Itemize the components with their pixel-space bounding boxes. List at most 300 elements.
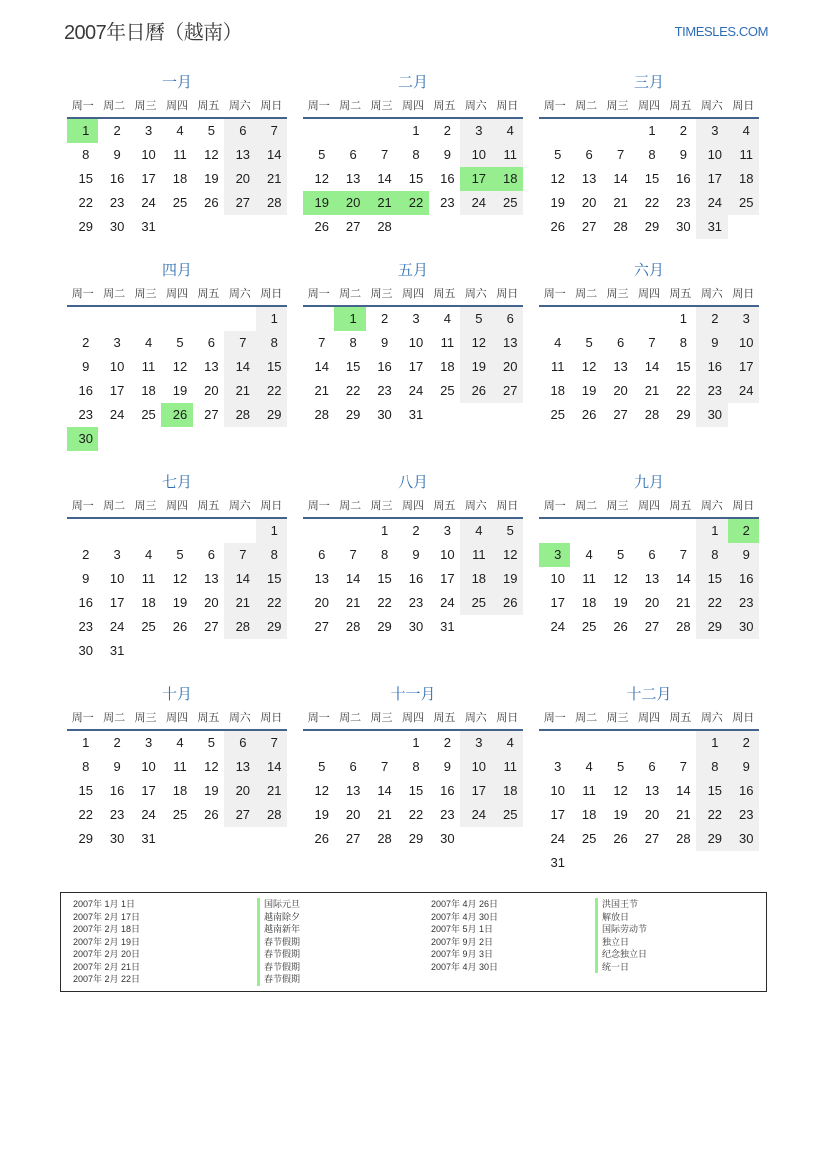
weekend-day-cell: 10: [460, 143, 491, 167]
day-cell: 21: [314, 383, 329, 398]
holiday-name: 春节假期: [257, 961, 300, 974]
weekday-label: 周四: [401, 712, 424, 724]
empty-day-cell: [570, 851, 601, 875]
day-cell: 14: [345, 571, 361, 586]
weekend-day-cell: 16: [696, 355, 727, 379]
weekday-label: 周日: [260, 100, 283, 112]
day-cell: 25: [172, 195, 188, 210]
empty-day-cell: [303, 519, 334, 543]
day-cell: 14: [676, 783, 691, 798]
day-cell: 5: [207, 735, 216, 750]
day-cell: 2: [380, 311, 389, 326]
weekend-day-cell: 24: [460, 191, 491, 215]
weekday-label: 周日: [496, 712, 519, 724]
day-cell: 11: [440, 335, 455, 350]
empty-day-cell: [256, 215, 287, 239]
weekend-day-cell: 9: [728, 755, 759, 779]
weekend-day-cell: 25: [728, 191, 759, 215]
holiday-name: 统一日: [595, 961, 647, 974]
holiday-name: 独立日: [595, 936, 647, 949]
month-block: [303, 71, 523, 239]
empty-day-cell: [334, 731, 365, 755]
weekend-day-cell: 28: [224, 403, 255, 427]
weekday-label: 周日: [260, 288, 283, 300]
empty-day-cell: [98, 519, 129, 543]
holiday-name: 春节假期: [257, 973, 300, 986]
weekend-day-cell: 22: [256, 591, 287, 615]
holiday-date: 2007年 2月 20日: [73, 949, 141, 959]
month-title: 三月: [633, 74, 664, 91]
day-cell: 15: [377, 571, 392, 586]
weekend-day-cell: 5: [460, 307, 491, 331]
day-cell: 22: [408, 807, 424, 822]
day-cell: 9: [82, 359, 90, 374]
month-title: 十二月: [626, 686, 672, 703]
day-cell: 19: [204, 171, 219, 186]
day-cell: 15: [78, 171, 93, 186]
week-row: [303, 215, 523, 239]
holiday-date: 2007年 2月 18日: [73, 924, 141, 934]
month-block: [303, 259, 523, 427]
day-cell: 12: [314, 783, 329, 798]
week-row: [303, 191, 523, 215]
week-row: [303, 755, 523, 779]
weekday-label: 周五: [669, 500, 692, 512]
empty-day-cell: [633, 731, 664, 755]
weekday-label: 周五: [669, 100, 692, 112]
holiday-day-cell: 26: [161, 403, 192, 427]
day-cell: 14: [314, 359, 329, 374]
day-cell: 5: [554, 147, 562, 162]
weekend-day-cell: 19: [460, 355, 491, 379]
day-cell: 27: [314, 619, 329, 634]
holiday-day-cell: 20: [334, 191, 365, 215]
weekend-day-cell: 12: [492, 543, 523, 567]
weekend-day-cell: 4: [492, 119, 523, 143]
day-cell: 30: [78, 643, 93, 658]
weekday-label: 周一: [71, 100, 94, 112]
day-cell: 18: [581, 595, 597, 610]
day-cell: 11: [141, 359, 156, 374]
week-row: [303, 779, 523, 803]
day-cell: 1: [82, 735, 90, 750]
weekday-label: 周二: [339, 100, 362, 112]
empty-day-cell: [161, 827, 192, 851]
weekday-label: 周二: [575, 712, 598, 724]
weekend-day-cell: 21: [224, 591, 255, 615]
day-cell: 18: [141, 383, 156, 398]
weekend-day-cell: 6: [224, 731, 255, 755]
weekend-day-cell: 8: [696, 543, 727, 567]
day-cell: 1: [412, 735, 420, 750]
day-cell: 25: [550, 407, 565, 422]
day-cell: 6: [318, 547, 326, 562]
day-cell: 26: [314, 831, 329, 846]
day-cell: 28: [377, 831, 392, 846]
weekday-label: 周一: [543, 500, 566, 512]
empty-day-cell: [602, 731, 633, 755]
empty-day-cell: [539, 307, 570, 331]
day-cell: 13: [204, 359, 219, 374]
day-cell: 19: [204, 783, 219, 798]
day-cell: 27: [345, 831, 361, 846]
empty-day-cell: [193, 639, 224, 663]
weekend-day-cell: 17: [460, 779, 491, 803]
week-row: [67, 755, 287, 779]
weekend-day-cell: 23: [696, 379, 727, 403]
weekend-day-cell: 31: [696, 215, 727, 239]
week-row: [303, 119, 523, 143]
day-cell: 25: [581, 619, 597, 634]
day-cell: 11: [141, 571, 156, 586]
day-cell: 25: [581, 831, 597, 846]
day-cell: 17: [109, 383, 125, 398]
day-cell: 13: [613, 359, 628, 374]
week-row: [539, 331, 759, 355]
week-row: [303, 543, 523, 567]
day-cell: 12: [172, 571, 188, 586]
empty-day-cell: [539, 119, 570, 143]
day-cell: 2: [82, 547, 90, 562]
day-cell: 9: [380, 335, 389, 350]
weekend-day-cell: 21: [224, 379, 255, 403]
weekend-day-cell: 17: [696, 167, 727, 191]
weekend-day-cell: 3: [460, 119, 491, 143]
week-row: [539, 215, 759, 239]
weekday-label: 周一: [307, 712, 330, 724]
weekday-label: 周四: [637, 288, 660, 300]
weekend-day-cell: 12: [460, 331, 491, 355]
weekday-label: 周六: [464, 500, 487, 512]
month-block: [539, 471, 759, 639]
week-row: [539, 543, 759, 567]
week-row: [539, 519, 759, 543]
empty-day-cell: [130, 427, 161, 451]
day-cell: 30: [408, 619, 424, 634]
empty-day-cell: [130, 639, 161, 663]
weekend-day-cell: 28: [256, 191, 287, 215]
day-cell: 8: [679, 335, 688, 350]
weekday-label: 周一: [543, 288, 566, 300]
day-cell: 23: [377, 383, 392, 398]
day-cell: 16: [676, 171, 691, 186]
weekend-day-cell: 7: [224, 543, 255, 567]
holiday-name: 越南新年: [257, 923, 300, 936]
month-title: 十一月: [390, 686, 436, 703]
weekday-label: 周三: [370, 712, 393, 724]
day-cell: 5: [176, 547, 184, 562]
day-cell: 12: [613, 783, 628, 798]
weekend-day-cell: 24: [460, 803, 491, 827]
month-block: [67, 259, 287, 451]
day-cell: 15: [78, 783, 93, 798]
site-link[interactable]: TIMESLES.COM: [674, 24, 768, 39]
day-cell: 3: [443, 523, 452, 538]
weekday-header: [67, 495, 287, 519]
day-cell: 24: [141, 195, 156, 210]
weekend-day-cell: 4: [492, 731, 523, 755]
month-title: 六月: [633, 262, 664, 279]
day-cell: 30: [440, 831, 455, 846]
weekend-day-cell: 9: [728, 543, 759, 567]
day-cell: 29: [78, 831, 93, 846]
day-cell: 27: [581, 219, 597, 234]
month-title: 四月: [161, 262, 192, 279]
day-cell: 22: [377, 595, 392, 610]
day-cell: 16: [109, 783, 125, 798]
month-block: [67, 683, 287, 851]
day-cell: 14: [377, 783, 392, 798]
weekday-label: 周日: [732, 712, 755, 724]
day-cell: 2: [443, 735, 452, 750]
weekend-day-cell: 4: [460, 519, 491, 543]
empty-day-cell: [256, 427, 287, 451]
day-cell: 12: [314, 171, 329, 186]
day-cell: 11: [173, 147, 187, 162]
weekday-label: 周三: [370, 500, 393, 512]
week-row: [539, 827, 759, 851]
weekday-header: [539, 95, 759, 119]
empty-day-cell: [98, 307, 129, 331]
day-cell: 22: [345, 383, 361, 398]
weekend-day-cell: 28: [224, 615, 255, 639]
day-cell: 19: [550, 195, 565, 210]
day-cell: 8: [82, 759, 90, 774]
weekend-day-cell: 10: [696, 143, 727, 167]
empty-day-cell: [256, 827, 287, 851]
weekend-day-cell: 17: [728, 355, 759, 379]
month-title: 五月: [397, 262, 428, 279]
day-cell: 7: [679, 759, 688, 774]
weekday-header: [303, 707, 523, 731]
weekday-label: 周五: [433, 500, 456, 512]
day-cell: 23: [78, 407, 93, 422]
week-row: [303, 143, 523, 167]
day-cell: 21: [644, 383, 660, 398]
weekday-label: 周四: [165, 288, 188, 300]
day-cell: 12: [204, 147, 219, 162]
weekday-label: 周三: [370, 288, 393, 300]
day-cell: 21: [613, 195, 628, 210]
month-title: 七月: [161, 474, 192, 491]
holiday-date: 2007年 1月 1日: [73, 899, 136, 909]
day-cell: 19: [314, 807, 329, 822]
empty-day-cell: [366, 119, 397, 143]
weekday-label: 周四: [401, 288, 424, 300]
weekend-day-cell: 21: [256, 167, 287, 191]
empty-day-cell: [429, 403, 460, 427]
day-cell: 19: [172, 383, 188, 398]
months-grid: [67, 71, 759, 875]
empty-day-cell: [460, 403, 491, 427]
weekday-label: 周日: [732, 288, 755, 300]
empty-day-cell: [539, 731, 570, 755]
weekday-header: [67, 283, 287, 307]
weekend-day-cell: 11: [460, 543, 491, 567]
day-cell: 11: [550, 359, 565, 374]
day-cell: 10: [141, 147, 156, 162]
weekday-label: 周一: [543, 100, 566, 112]
weekend-day-cell: 11: [492, 755, 523, 779]
day-cell: 11: [582, 783, 596, 798]
weekend-day-cell: 4: [728, 119, 759, 143]
empty-day-cell: [633, 519, 664, 543]
weekend-day-cell: 16: [728, 779, 759, 803]
week-row: [539, 307, 759, 331]
weekday-label: 周一: [71, 500, 94, 512]
day-cell: 14: [613, 171, 628, 186]
day-cell: 1: [679, 311, 688, 326]
weekend-day-cell: 15: [696, 779, 727, 803]
weekday-label: 周一: [71, 712, 94, 724]
day-cell: 21: [676, 595, 691, 610]
day-cell: 26: [172, 619, 188, 634]
weekday-label: 周三: [134, 100, 157, 112]
holiday-name: 国际劳动节: [595, 923, 647, 936]
holiday-legend: [60, 892, 767, 992]
holiday-date: 2007年 4月 26日: [431, 899, 499, 909]
weekday-label: 周三: [606, 288, 629, 300]
day-cell: 20: [204, 595, 219, 610]
day-cell: 28: [676, 619, 691, 634]
day-cell: 15: [408, 171, 424, 186]
weekday-label: 周四: [165, 100, 188, 112]
empty-day-cell: [602, 519, 633, 543]
empty-day-cell: [193, 519, 224, 543]
weekday-label: 周五: [197, 712, 220, 724]
day-cell: 9: [412, 547, 420, 562]
day-cell: 17: [550, 807, 565, 822]
weekday-label: 周五: [433, 288, 456, 300]
day-cell: 29: [345, 407, 361, 422]
week-row: [303, 167, 523, 191]
weekend-day-cell: 18: [460, 567, 491, 591]
day-cell: 8: [82, 147, 90, 162]
day-cell: 29: [377, 619, 392, 634]
day-cell: 31: [550, 855, 565, 870]
day-cell: 27: [204, 407, 219, 422]
day-cell: 12: [581, 359, 597, 374]
day-cell: 28: [314, 407, 329, 422]
week-row: [67, 119, 287, 143]
holiday-date: 2007年 4月 30日: [431, 911, 499, 922]
day-cell: 20: [644, 807, 660, 822]
day-cell: 25: [440, 383, 455, 398]
empty-day-cell: [224, 427, 255, 451]
weekday-label: 周一: [307, 500, 330, 512]
empty-day-cell: [161, 215, 192, 239]
weekday-label: 周三: [606, 100, 629, 112]
weekend-day-cell: 22: [696, 591, 727, 615]
week-row: [303, 379, 523, 403]
weekday-label: 周二: [103, 288, 126, 300]
day-cell: 2: [412, 523, 420, 538]
day-cell: 22: [78, 195, 93, 210]
day-cell: 2: [113, 735, 121, 750]
week-row: [303, 403, 523, 427]
empty-day-cell: [130, 307, 161, 331]
weekday-header: [67, 707, 287, 731]
holiday-name: 春节假期: [257, 948, 300, 961]
weekend-day-cell: 22: [256, 379, 287, 403]
holiday-date: 2007年 2月 17日: [73, 911, 141, 922]
day-cell: 6: [648, 547, 656, 562]
weekend-day-cell: 11: [728, 143, 759, 167]
empty-day-cell: [728, 403, 759, 427]
day-cell: 22: [78, 807, 93, 822]
day-cell: 17: [440, 571, 455, 586]
day-cell: 20: [644, 595, 660, 610]
weekend-day-cell: 27: [492, 379, 523, 403]
day-cell: 30: [109, 219, 125, 234]
weekday-label: 周六: [228, 500, 251, 512]
day-cell: 16: [109, 171, 125, 186]
day-cell: 9: [82, 571, 90, 586]
weekend-day-cell: 9: [696, 331, 727, 355]
day-cell: 21: [345, 595, 361, 610]
weekend-day-cell: 30: [728, 827, 759, 851]
week-row: [303, 567, 523, 591]
day-cell: 15: [676, 359, 691, 374]
weekend-day-cell: 1: [696, 519, 727, 543]
empty-day-cell: [161, 307, 192, 331]
day-cell: 4: [585, 759, 593, 774]
week-row: [67, 331, 287, 355]
day-cell: 30: [676, 219, 691, 234]
weekend-day-cell: 22: [696, 803, 727, 827]
weekend-day-cell: 15: [696, 567, 727, 591]
weekday-label: 周三: [606, 712, 629, 724]
day-cell: 5: [176, 335, 184, 350]
day-cell: 8: [380, 547, 389, 562]
week-row: [303, 591, 523, 615]
empty-day-cell: [303, 307, 334, 331]
day-cell: 31: [141, 831, 156, 846]
holiday-date: 2007年 9月 2日: [431, 936, 494, 947]
week-row: [67, 615, 287, 639]
weekend-day-cell: 20: [224, 779, 255, 803]
day-cell: 12: [550, 171, 565, 186]
week-row: [303, 355, 523, 379]
weekend-day-cell: 14: [224, 355, 255, 379]
day-cell: 21: [676, 807, 691, 822]
weekend-day-cell: 2: [728, 731, 759, 755]
day-cell: 10: [109, 359, 125, 374]
weekday-label: 周一: [307, 100, 330, 112]
day-cell: 29: [676, 407, 691, 422]
weekend-day-cell: 16: [728, 567, 759, 591]
weekend-day-cell: 27: [224, 803, 255, 827]
week-row: [539, 731, 759, 755]
empty-day-cell: [492, 403, 523, 427]
day-cell: 7: [679, 547, 688, 562]
day-cell: 25: [172, 807, 188, 822]
week-row: [539, 779, 759, 803]
day-cell: 17: [550, 595, 565, 610]
weekday-label: 周四: [165, 500, 188, 512]
weekend-day-cell: 7: [224, 331, 255, 355]
weekday-label: 周二: [575, 288, 598, 300]
week-row: [67, 803, 287, 827]
empty-day-cell: [366, 731, 397, 755]
weekday-label: 周日: [732, 500, 755, 512]
holiday-name: 纪念独立日: [595, 948, 647, 961]
day-cell: 17: [109, 595, 125, 610]
month-block: [67, 71, 287, 239]
empty-day-cell: [224, 215, 255, 239]
empty-day-cell: [633, 307, 664, 331]
week-row: [539, 403, 759, 427]
